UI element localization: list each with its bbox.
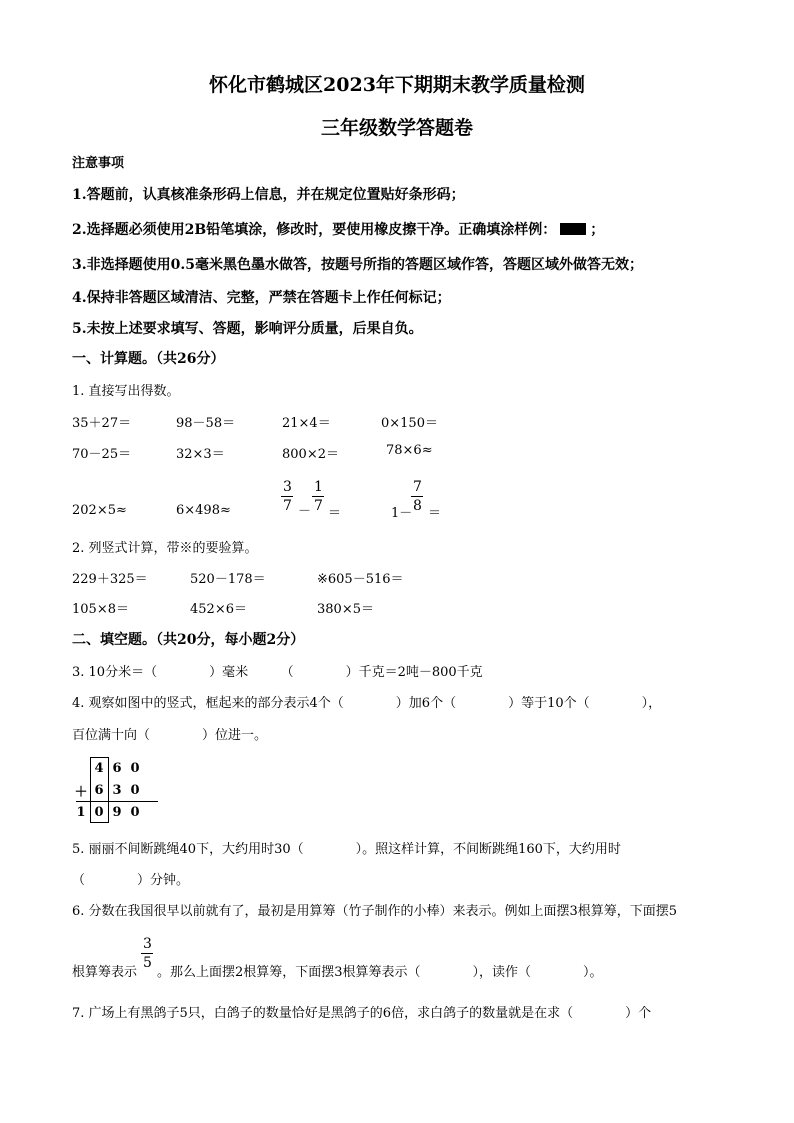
- calc-digit: 0: [94, 804, 104, 820]
- question-6-line1: 6. 分数在我国很早以前就有了，最初是用算筹（竹子制作的小棒）来表示。例如上面摆3根算筹，下面摆5: [72, 904, 678, 919]
- question-3: 3. 10分米＝（ ）毫米 （ ）千克＝2吨－800千克: [72, 665, 483, 680]
- notice-item-2-text: 2.选择题必须使用2B铅笔填涂，修改时，要使用橡皮擦干净。正确填涂样例：: [72, 222, 557, 238]
- notice-item-5: 5.未按上述要求填写、答题，影响评分质量，后果自负。: [72, 321, 423, 337]
- calc-item: 520－178＝: [190, 572, 266, 587]
- frame-right-line: [108, 757, 109, 823]
- calc-item: 21×4＝: [282, 416, 331, 431]
- calc-digit: 6: [94, 782, 104, 798]
- question-5-line2: （ ）分钟。: [72, 873, 190, 888]
- equals-sign: ＝: [428, 506, 442, 521]
- calc-item: 800×2＝: [282, 447, 339, 462]
- calc-item: 452×6＝: [190, 602, 247, 617]
- calc-digit: 0: [130, 782, 140, 798]
- calc-digit: 0: [130, 760, 140, 776]
- question-4-line1: 4. 观察如图中的竖式，框起来的部分表示4个（ ）加6个（ ）等于10个（ ），: [72, 696, 662, 711]
- calc-item: 98－58＝: [176, 416, 236, 431]
- calc-item: 6×498≈: [176, 503, 231, 518]
- calc-digit: [72, 757, 90, 779]
- question-4-line2: 百位满十向（ ）位进一。: [72, 728, 268, 743]
- calc-digit: 9: [112, 804, 122, 820]
- fill-sample-mark: [560, 223, 586, 235]
- q1-prompt: 1. 直接写出得数。: [72, 384, 180, 399]
- fraction-3-5: 3 5: [143, 936, 152, 971]
- fraction-7-8: 7 8: [413, 479, 422, 514]
- calc-digit: 0: [130, 804, 140, 820]
- fraction-3-7: 3 7: [283, 479, 292, 514]
- calc-item: 380×5＝: [317, 602, 374, 617]
- calc-digit: 1: [76, 804, 86, 820]
- plus-sign: ＋: [74, 784, 88, 800]
- notice-item-2: [72, 219, 604, 239]
- calc-digit: 6: [112, 760, 122, 776]
- one-minus: 1－: [391, 506, 413, 521]
- calc-item: 202×5≈: [72, 503, 127, 518]
- calc-item: 105×8＝: [72, 602, 129, 617]
- minus-sign: －: [298, 504, 312, 519]
- frame-bottom-line: [90, 822, 109, 823]
- calc-item: 70－25＝: [72, 447, 132, 462]
- equals-sign: ＝: [328, 506, 342, 521]
- calc-item: 229＋325＝: [72, 572, 148, 587]
- fraction-1-7: 1 7: [314, 479, 323, 514]
- section1-heading: 一、计算题。（共26分）: [72, 351, 225, 367]
- notice-item-3: 3.非选择题使用0.5毫米黑色墨水做答，按题号所指的答题区域作答，答题区域外做答无效；: [72, 257, 643, 273]
- notice-item-1: 1.答题前，认真核准条形码上信息，并在规定位置贴好条形码；: [72, 187, 465, 203]
- frame-top-line: [90, 757, 109, 758]
- notice-item-4: 4.保持非答题区域清洁、完整，严禁在答题卡上作任何标记；: [72, 290, 451, 306]
- calc-digit: 3: [112, 782, 122, 798]
- sum-line: [76, 801, 158, 802]
- question-7: 7. 广场上有黑鸽子5只，白鸽子的数量恰好是黑鸽子的6倍，求白鸽子的数量就是在求（ ）个: [72, 1006, 652, 1021]
- question-5-line1: 5. 丽丽不间断跳绳40下，大约用时30（ ）。照这样计算，不间断跳绳160下，大约用时: [72, 842, 621, 857]
- calc-item: 35＋27＝: [72, 416, 132, 431]
- section2-heading: 二、填空题。（共20分，每小题2分）: [72, 632, 305, 648]
- page-subtitle: 三年级数学答题卷: [320, 117, 473, 139]
- calc-digit: 4: [94, 760, 104, 776]
- page-title: 怀化市鹤城区2023年下期期末教学质量检测: [209, 74, 585, 96]
- q2-prompt: 2. 列竖式计算，带※的要验算。: [72, 541, 258, 556]
- calc-item: ※605－516＝: [317, 572, 404, 587]
- notice-heading: 注意事项: [72, 156, 125, 171]
- notice-item-2-tail: ；: [590, 222, 605, 238]
- calc-item: 0×150＝: [381, 416, 438, 431]
- calc-item: 32×3＝: [176, 447, 225, 462]
- question-6-line2-pre: 根算筹表示: [72, 965, 138, 980]
- frame-left-line: [90, 757, 91, 823]
- question-6-line2-post: 。那么上面摆2根算筹，下面摆3根算筹表示（ ），读作（ ）。: [157, 965, 603, 980]
- calc-item: 78×6≈: [386, 443, 433, 458]
